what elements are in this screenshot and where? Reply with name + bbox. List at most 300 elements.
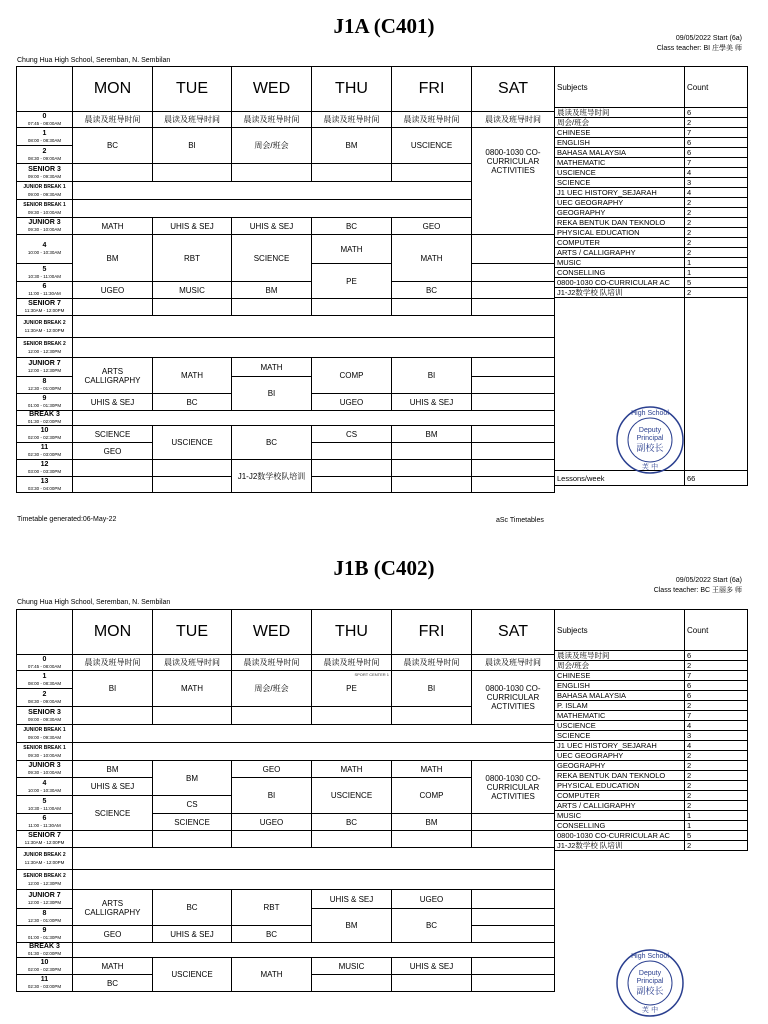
day-header: FRI	[392, 610, 472, 655]
subject-count: 6	[685, 138, 748, 148]
subject-row	[555, 218, 748, 228]
subject-row	[555, 681, 748, 691]
subject-name: CONSELLING	[555, 268, 685, 278]
day-header: MON	[73, 610, 153, 655]
subject-row	[555, 731, 748, 741]
period-label: SENIOR 3 09:00 - 09:30AM	[17, 707, 73, 725]
class-title: J1B (C402)	[333, 556, 435, 580]
lesson-cell: MATH	[232, 358, 312, 377]
lesson-cell: COMP	[392, 778, 472, 814]
empty-cell	[472, 890, 555, 909]
subject-row	[555, 811, 748, 821]
subject-count: 2	[685, 248, 748, 258]
software-note: aSc Timetables	[496, 517, 544, 524]
subject-name: CHINESE	[555, 128, 685, 138]
lesson-cell: BM	[232, 282, 312, 299]
stamp-text: 副校长	[636, 987, 664, 997]
period-label: 9 01:00 - 01:30PM	[17, 926, 73, 943]
subject-count: 2	[685, 801, 748, 811]
lesson-cell: PE	[312, 264, 392, 299]
lesson-cell: ARTS CALLIGRAPHY	[73, 358, 153, 394]
break-row	[73, 848, 555, 870]
subject-name: BAHASA MALAYSIA	[555, 691, 685, 701]
lesson-cell: SCIENCE	[232, 235, 312, 282]
subject-row	[555, 831, 748, 841]
period-label: 6 11:00 - 11:30AM	[17, 814, 73, 831]
lesson-cell: 晨读及班导时间	[153, 112, 232, 128]
subject-count: 1	[685, 811, 748, 821]
lesson-cell: BM	[153, 761, 232, 796]
lesson-cell: MATH	[312, 761, 392, 778]
class-teacher: Class teacher: BC 王丽多 师	[653, 587, 742, 594]
subject-row	[555, 671, 748, 681]
empty-cell	[392, 831, 472, 848]
empty-cell	[472, 264, 555, 282]
subject-row	[555, 751, 748, 761]
school-name: Chung Hua High School, Seremban, N. Sembilan	[17, 57, 171, 64]
lessons-count: 66	[685, 471, 748, 486]
subject-row	[555, 791, 748, 801]
empty-cell	[73, 477, 153, 493]
day-header: THU	[312, 610, 392, 655]
period-label: JUNIOR BREAK 1 09:00 - 09:30AM	[17, 182, 73, 200]
subject-name: BAHASA MALAYSIA	[555, 148, 685, 158]
lesson-cell: 周会/班会	[232, 128, 312, 164]
period-label: 2 08:30 - 09:00AM	[17, 146, 73, 164]
subject-row	[555, 651, 748, 661]
stamp-text: Principal	[636, 435, 664, 442]
period-label: 13 03:30 - 04:00PM	[17, 477, 73, 493]
subject-name: 晨读及班导时间	[555, 651, 685, 661]
lesson-cell: BM	[73, 235, 153, 282]
break-row	[73, 870, 555, 890]
empty-cell	[472, 814, 555, 831]
period-label: 10 02:00 - 02:30PM	[17, 426, 73, 443]
lesson-cell: 0800-1030 CO-CURRICULAR ACTIVITIES	[472, 671, 555, 725]
empty-cell	[472, 358, 555, 377]
subject-row	[555, 701, 748, 711]
lesson-cell: MATH	[73, 218, 153, 235]
lesson-cell: MATH	[153, 358, 232, 394]
period-label: 8 12:30 - 01:00PM	[17, 377, 73, 394]
empty-cell	[472, 926, 555, 943]
generated-note: Timetable generated:06-May-22	[17, 516, 117, 523]
subject-row	[555, 278, 748, 288]
subject-count: 2	[685, 751, 748, 761]
lesson-cell: MATH	[392, 761, 472, 778]
subject-count: 2	[685, 198, 748, 208]
subject-name: MUSIC	[555, 811, 685, 821]
stamp-text: 副校长	[636, 444, 664, 454]
subject-name: MUSIC	[555, 258, 685, 268]
subject-count: 3	[685, 731, 748, 741]
day-header: THU	[312, 67, 392, 112]
break-row	[73, 943, 555, 958]
subject-count: 7	[685, 711, 748, 721]
lesson-cell: USCIENCE	[153, 426, 232, 460]
empty-cell	[392, 299, 472, 316]
lesson-cell: GEO	[232, 761, 312, 778]
empty-cell	[312, 831, 392, 848]
day-header: SAT	[472, 67, 555, 112]
empty-cell	[312, 164, 392, 182]
subject-row	[555, 761, 748, 771]
break-row	[73, 743, 555, 761]
lesson-cell: BI	[153, 128, 232, 164]
empty-cell	[472, 460, 555, 477]
lesson-cell: USCIENCE	[312, 778, 392, 814]
subject-count: 2	[685, 791, 748, 801]
empty-cell	[73, 299, 153, 316]
empty-cell	[312, 707, 392, 725]
day-header: TUE	[153, 610, 232, 655]
empty-cell	[153, 707, 232, 725]
lesson-cell: UHIS & SEJ	[312, 890, 392, 909]
lesson-cell: BM	[73, 761, 153, 778]
subject-count: 5	[685, 831, 748, 841]
subject-name: GEOGRAPHY	[555, 208, 685, 218]
subject-name: COMPUTER	[555, 791, 685, 801]
empty-cell	[73, 460, 153, 477]
period-label: 9 01:00 - 01:30PM	[17, 394, 73, 411]
lesson-cell: ARTS CALLIGRAPHY	[73, 890, 153, 926]
lesson-cell: BI	[232, 377, 312, 411]
subject-row	[555, 118, 748, 128]
subject-count: 6	[685, 108, 748, 118]
subject-row	[555, 238, 748, 248]
subject-name: REKA BENTUK DAN TEKNOLO	[555, 771, 685, 781]
subject-row	[555, 138, 748, 148]
empty-cell	[73, 164, 153, 182]
stamp-text: Deputy	[638, 970, 662, 977]
empty-cell	[153, 460, 232, 477]
subject-row	[555, 168, 748, 178]
empty-cell	[472, 443, 555, 460]
subjects-table	[554, 609, 748, 851]
period-label: JUNIOR 7 12:00 - 12:30PM	[17, 358, 73, 377]
lesson-cell: SCIENCE	[73, 426, 153, 443]
day-header: WED	[232, 610, 312, 655]
period-label: 2 08:30 - 09:00AM	[17, 689, 73, 707]
subject-row	[555, 188, 748, 198]
lesson-cell: RBT	[232, 890, 312, 926]
period-label: 4 10:00 - 10:30AM	[17, 235, 73, 264]
break-row	[73, 411, 555, 426]
start-date: 09/05/2022 Start (6a)	[675, 577, 742, 584]
lesson-cell: BC	[392, 909, 472, 943]
subject-name: PHYSICAL EDUCATION	[555, 228, 685, 238]
lesson-cell: CS	[312, 426, 392, 443]
empty-cell	[232, 707, 312, 725]
subject-name: 晨读及班导时间	[555, 108, 685, 118]
period-label: 1 08:00 - 08:30AM	[17, 128, 73, 146]
day-header: SAT	[472, 610, 555, 655]
lesson-cell: MUSIC	[153, 282, 232, 299]
lesson-cell: 晨读及班导时间	[392, 112, 472, 128]
empty-cell	[73, 707, 153, 725]
day-header: FRI	[392, 67, 472, 112]
subject-name: J1-J2数学校 队培训	[555, 288, 685, 298]
day-header: MON	[73, 67, 153, 112]
subject-name: COMPUTER	[555, 238, 685, 248]
school-name: Chung Hua High School, Seremban, N. Sembilan	[17, 599, 171, 606]
subject-row	[555, 741, 748, 751]
period-label: SENIOR 7 11:30AM - 12:00PM	[17, 831, 73, 848]
lesson-cell: 0800-1030 CO-CURRICULAR ACTIVITIES	[472, 761, 555, 814]
subject-name: 周会/班会	[555, 661, 685, 671]
corner-cell	[17, 67, 73, 112]
lesson-cell: BI	[73, 671, 153, 707]
subject-row	[555, 148, 748, 158]
lesson-cell: BI	[232, 778, 312, 814]
period-label: JUNIOR BREAK 1 09:00 - 09:30AM	[17, 725, 73, 743]
lesson-cell: BC	[153, 394, 232, 411]
lesson-cell: SCIENCE	[73, 796, 153, 831]
empty-cell	[232, 299, 312, 316]
subject-row	[555, 801, 748, 811]
subject-row	[555, 288, 748, 298]
empty-cell	[392, 975, 472, 992]
stamp-text: Deputy	[638, 427, 662, 434]
subject-name: SCIENCE	[555, 731, 685, 741]
lesson-cell: MATH	[73, 958, 153, 975]
subject-row	[555, 691, 748, 701]
lesson-cell: UHIS & SEJ	[153, 218, 232, 235]
subject-name: GEOGRAPHY	[555, 761, 685, 771]
lesson-cell: MATH	[232, 958, 312, 992]
lesson-cell: UHIS & SEJ	[73, 778, 153, 796]
period-label: 0 07:45 - 08:00AM	[17, 655, 73, 671]
period-label: SENIOR 7 11:30AM - 12:00PM	[17, 299, 73, 316]
lesson-cell: COMP	[312, 358, 392, 394]
empty-cell	[153, 831, 232, 848]
lesson-cell: UHIS & SEJ	[392, 394, 472, 411]
period-label: JUNIOR BREAK 2 11:30AM - 12:00PM	[17, 848, 73, 870]
subjects-header: Subjects	[555, 610, 685, 651]
lesson-cell: 晨读及班导时间	[472, 112, 555, 128]
lesson-cell: UGEO	[392, 890, 472, 909]
period-label: 8 12:30 - 01:00PM	[17, 909, 73, 926]
period-label: SENIOR BREAK 2 12:00 - 12:30PM	[17, 870, 73, 890]
period-label: 5 10:30 - 11:00AM	[17, 796, 73, 814]
empty-cell	[232, 164, 312, 182]
empty-cell	[153, 477, 232, 493]
subject-count: 2	[685, 661, 748, 671]
lesson-cell: BM	[392, 814, 472, 831]
period-label: JUNIOR 3 09:30 - 10:00AM	[17, 218, 73, 235]
subject-count: 2	[685, 238, 748, 248]
lesson-cell: BM	[392, 426, 472, 443]
empty-cell	[472, 426, 555, 443]
empty-cell	[392, 460, 472, 477]
period-label: 11 02:30 - 03:00PM	[17, 443, 73, 460]
period-label: 5 10:30 - 11:00AM	[17, 264, 73, 282]
subject-count: 4	[685, 168, 748, 178]
subject-name: MATHEMATIC	[555, 711, 685, 721]
lesson-cell: 0800-1030 CO-CURRICULAR ACTIVITIES	[472, 128, 555, 235]
lesson-cell: GEO	[73, 926, 153, 943]
subject-count: 7	[685, 128, 748, 138]
empty-cell	[312, 443, 392, 460]
period-label: SENIOR BREAK 2 12:00 - 12:30PM	[17, 338, 73, 358]
subject-count: 1	[685, 821, 748, 831]
room-tag: SPORT CENTER 1	[354, 672, 389, 677]
subject-row	[555, 711, 748, 721]
subject-count: 5	[685, 278, 748, 288]
subject-name: USCIENCE	[555, 168, 685, 178]
subject-count: 2	[685, 771, 748, 781]
break-row	[73, 338, 555, 358]
lesson-cell: UHIS & SEJ	[232, 218, 312, 235]
subject-name: UEC GEOGRAPHY	[555, 198, 685, 208]
break-row	[73, 182, 472, 200]
lesson-cell: BC	[232, 926, 312, 943]
lesson-cell: SCIENCE	[153, 814, 232, 831]
period-label: 6 11:00 - 11:30AM	[17, 282, 73, 299]
subject-count: 4	[685, 721, 748, 731]
empty-cell	[472, 477, 555, 493]
subject-count: 6	[685, 651, 748, 661]
subject-name: CONSELLING	[555, 821, 685, 831]
day-header: WED	[232, 67, 312, 112]
lesson-cell: 晨读及班导时间	[312, 655, 392, 671]
period-label: BREAK 3 01:30 - 02:00PM	[17, 943, 73, 958]
subject-name: CHINESE	[555, 671, 685, 681]
subject-name: UEC GEOGRAPHY	[555, 751, 685, 761]
subject-row	[555, 661, 748, 671]
subject-row	[555, 178, 748, 188]
subject-name: J1 UEC HISTORY_SEJARAH	[555, 741, 685, 751]
subject-count: 2	[685, 288, 748, 298]
subject-name: J1-J2数学校 队培训	[555, 841, 685, 851]
stamp-text: 芙 中	[641, 1006, 659, 1014]
empty-cell	[153, 299, 232, 316]
period-label: JUNIOR BREAK 2 11:30AM - 12:00PM	[17, 316, 73, 338]
subject-name: ENGLISH	[555, 681, 685, 691]
lesson-cell: BI	[392, 358, 472, 394]
subject-name: 0800-1030 CO-CURRICULAR AC	[555, 831, 685, 841]
stamp-text: High School	[631, 953, 669, 960]
break-row	[73, 725, 555, 743]
period-label: SENIOR BREAK 1 09:30 - 10:00AM	[17, 200, 73, 218]
break-row	[73, 200, 472, 218]
empty-cell	[472, 394, 555, 411]
subject-row	[555, 821, 748, 831]
empty-cell	[392, 443, 472, 460]
subject-row	[555, 108, 748, 118]
lesson-cell: BC	[312, 218, 392, 235]
lesson-cell: BC	[392, 282, 472, 299]
subject-count: 2	[685, 228, 748, 238]
period-label: 0 07:45 - 08:00AM	[17, 112, 73, 128]
subject-count: 2	[685, 218, 748, 228]
stamp-text: 芙 中	[641, 463, 659, 471]
subject-row	[555, 258, 748, 268]
lesson-cell: MUSIC	[312, 958, 392, 975]
period-label: 4 10:00 - 10:30AM	[17, 778, 73, 796]
lesson-cell: USCIENCE	[153, 958, 232, 992]
subject-name: J1 UEC HISTORY_SEJARAH	[555, 188, 685, 198]
subject-row	[555, 128, 748, 138]
subject-row	[555, 158, 748, 168]
empty-cell	[392, 707, 472, 725]
subject-count: 6	[685, 148, 748, 158]
period-label: JUNIOR 3 09:30 - 10:00AM	[17, 761, 73, 778]
subject-count: 2	[685, 761, 748, 771]
subject-name: USCIENCE	[555, 721, 685, 731]
empty-cell	[153, 164, 232, 182]
subject-count: 2	[685, 781, 748, 791]
subject-row	[555, 721, 748, 731]
subject-name: SCIENCE	[555, 178, 685, 188]
lesson-cell: 晨读及班导时间	[472, 655, 555, 671]
stamp-text: Principal	[636, 978, 664, 985]
subject-row	[555, 248, 748, 258]
subject-count: 4	[685, 188, 748, 198]
empty-cell	[472, 831, 555, 848]
lesson-cell: GEO	[73, 443, 153, 460]
class-title: J1A (C401)	[333, 14, 435, 38]
subject-count: 2	[685, 701, 748, 711]
subject-name: PHYSICAL EDUCATION	[555, 781, 685, 791]
lesson-cell: UGEO	[232, 814, 312, 831]
class-teacher: Class teacher: BI 庄學美 师	[656, 45, 742, 52]
subject-count: 1	[685, 258, 748, 268]
lesson-cell: BI	[392, 671, 472, 707]
empty-cell	[73, 831, 153, 848]
lesson-cell: UHIS & SEJ	[153, 926, 232, 943]
lesson-cell: UHIS & SEJ	[392, 958, 472, 975]
count-header: Count	[685, 67, 748, 108]
lesson-cell: J1-J2数学校队培训	[232, 460, 312, 493]
lesson-cell: BC	[73, 128, 153, 164]
period-label: 1 08:00 - 08:30AM	[17, 671, 73, 689]
subject-count: 2	[685, 118, 748, 128]
subject-row	[555, 268, 748, 278]
lesson-cell: 周会/班会	[232, 671, 312, 707]
subject-row	[555, 841, 748, 851]
lesson-cell: SPORT CENTER 1 PE	[312, 671, 392, 707]
subject-name: REKA BENTUK DAN TEKNOLO	[555, 218, 685, 228]
lesson-cell: BM	[312, 909, 392, 943]
lesson-cell: 晨读及班导时间	[232, 112, 312, 128]
empty-cell	[392, 164, 472, 182]
timetable-meta	[657, 34, 742, 54]
empty-cell	[392, 477, 472, 493]
empty-cell	[472, 282, 555, 299]
lesson-cell: BC	[153, 890, 232, 926]
day-header: TUE	[153, 67, 232, 112]
lesson-cell: MATH	[392, 235, 472, 282]
period-label: 10 02:00 - 02:30PM	[17, 958, 73, 975]
lesson-cell: 晨读及班导时间	[73, 112, 153, 128]
period-label: SENIOR BREAK 1 09:30 - 10:00AM	[17, 743, 73, 761]
subject-row	[555, 228, 748, 238]
empty-cell	[312, 460, 392, 477]
period-label: 11 02:30 - 03:00PM	[17, 975, 73, 992]
subject-count: 4	[685, 741, 748, 751]
lesson-cell: 晨读及班导时间	[73, 655, 153, 671]
subject-count: 2	[685, 841, 748, 851]
timetable-grid	[16, 66, 555, 493]
lesson-cell: UGEO	[312, 394, 392, 411]
period-label: SENIOR 3 09:00 - 09:30AM	[17, 164, 73, 182]
subject-name: ENGLISH	[555, 138, 685, 148]
lesson-cell: BM	[312, 128, 392, 164]
subject-count: 2	[685, 208, 748, 218]
lesson-cell: UGEO	[73, 282, 153, 299]
subject-name: ARTS / CALLIGRAPHY	[555, 248, 685, 258]
